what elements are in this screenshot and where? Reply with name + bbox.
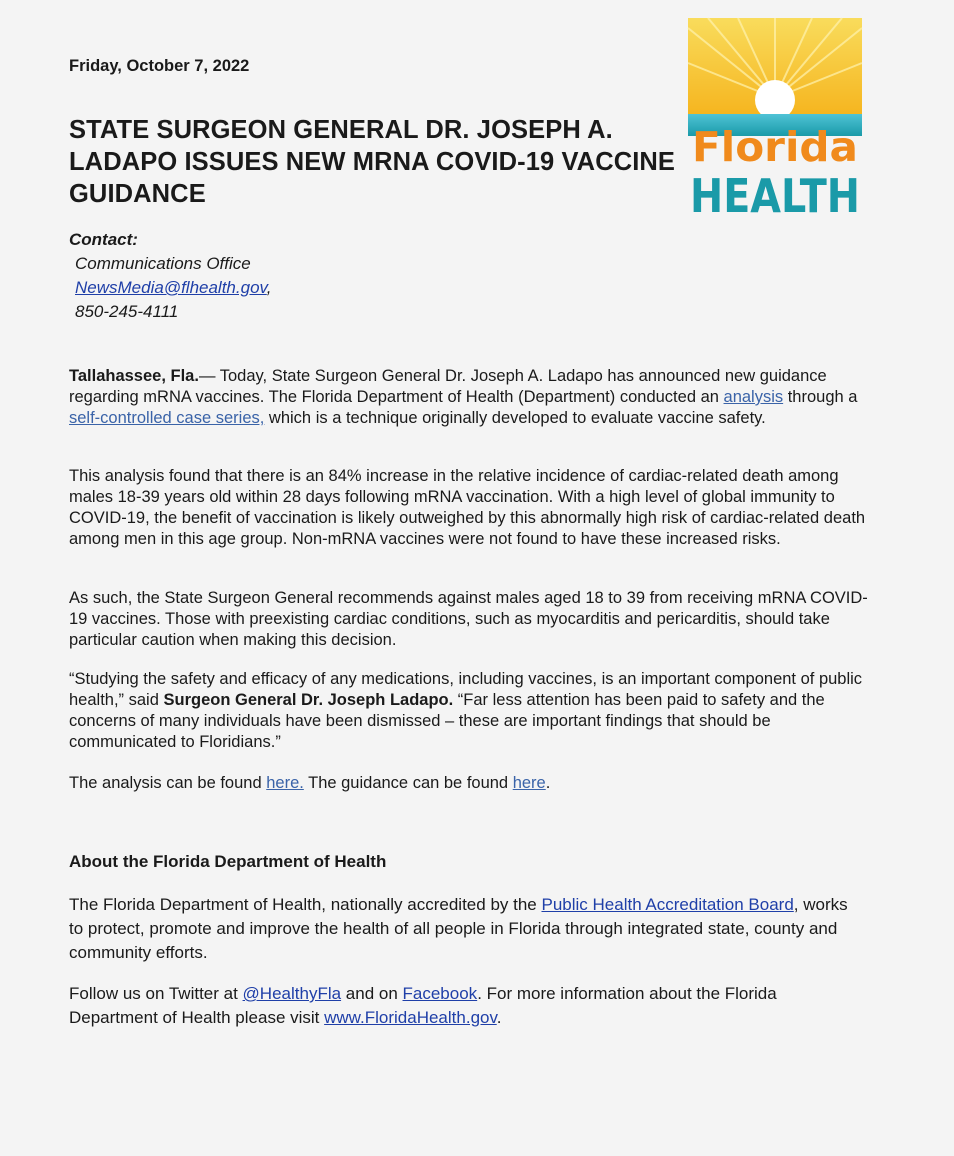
resources-paragraph (69, 773, 869, 794)
contact-block (69, 228, 272, 324)
contact-label: Contact: (69, 230, 138, 249)
florida-health-logo (688, 18, 862, 223)
resources-text-2: The guidance can be found (303, 774, 513, 792)
headline: STATE SURGEON GENERAL DR. JOSEPH A. LADAPO ISSUES NEW MRNA COVID-19 VACCINE GUIDANCE (69, 116, 676, 208)
resources-text-1: The analysis can be found (69, 774, 267, 792)
quote-paragraph (69, 669, 869, 753)
contact-email-line (69, 276, 272, 300)
intro-text-2: through a (783, 388, 858, 406)
follow-text-3: . For more information about the Florida Department of Health please visit (69, 984, 777, 1027)
facebook-link[interactable]: Facebook (402, 984, 478, 1003)
accreditation-board-link[interactable]: Public Health Accreditation Board (541, 895, 794, 914)
intro-text-3: which is a technique originally developed to evaluate vaccine safety. (264, 409, 766, 427)
intro-paragraph (69, 366, 869, 429)
dateline: Tallahassee, Fla. (69, 367, 199, 385)
about-paragraph (69, 893, 859, 965)
release-date: Friday, October 7, 2022 (69, 57, 250, 75)
follow-text-4: . (496, 1008, 502, 1027)
twitter-link[interactable]: @HealthyFla (242, 984, 342, 1003)
follow-text-1: Follow us on Twitter at (69, 984, 243, 1003)
logo-word-health: HEALTH (690, 169, 860, 223)
contact-phone: 850-245-4111 (75, 302, 179, 321)
case-series-link[interactable]: self-controlled case series, (69, 409, 265, 427)
findings-paragraph: This analysis found that there is an 84% increase in the relative incidence of cardiac-related death among males 18-39 years old within 28 days following mRNA vaccination. With a high level of global immunity to COVID-19, the benefit of vaccination is likely outweighed by this abnormally high risk of cardiac-related death among men in this age group. Non-mRNA vaccines were not found to have these increased risks. (69, 467, 866, 548)
about-text-2: , works to protect, promote and improve the health of all people in Florida through integrated state, county and community efforts. (69, 895, 848, 962)
quote-text-1: “Studying the safety and efficacy of any medications, including vaccines, is an important component of public health,” said (69, 670, 863, 709)
analysis-link[interactable]: analysis (723, 388, 784, 406)
recommendation-paragraph: As such, the State Surgeon General recommends against males aged 18 to 39 from receiving mRNA COVID-19 vaccines. Those with preexisting cardiac conditions, such as myocarditis and pericarditis, should take particular caution when making this decision. (69, 589, 868, 649)
about-heading: About the Florida Department of Health (69, 852, 387, 871)
contact-office: Communications Office (75, 254, 251, 273)
quote-text-2: “Far less attention has been paid to safety and the concerns of many individuals have been dismissed – these are important findings that should be communicated to Floridians.” (69, 691, 825, 751)
guidance-here-link[interactable]: here (512, 774, 546, 792)
contact-email-link[interactable]: NewsMedia@flhealth.gov (75, 278, 267, 297)
logo-word-florida: Florida (692, 123, 858, 171)
intro-text-1: — Today, State Surgeon General Dr. Joseph A. Ladapo has announced new guidance regarding mRNA vaccines. The Florida Department of Health (Department) conducted an (69, 367, 827, 406)
follow-paragraph (69, 982, 859, 1030)
analysis-here-link[interactable]: here. (266, 774, 304, 792)
contact-email-suffix: , (266, 278, 272, 297)
website-link[interactable]: www.FloridaHealth.gov (324, 1008, 497, 1027)
about-text-1: The Florida Department of Health, nationally accredited by the (69, 895, 542, 914)
resources-text-3: . (545, 774, 551, 792)
follow-text-2: and on (341, 984, 403, 1003)
quote-speaker: Surgeon General Dr. Joseph Ladapo. (163, 691, 454, 709)
